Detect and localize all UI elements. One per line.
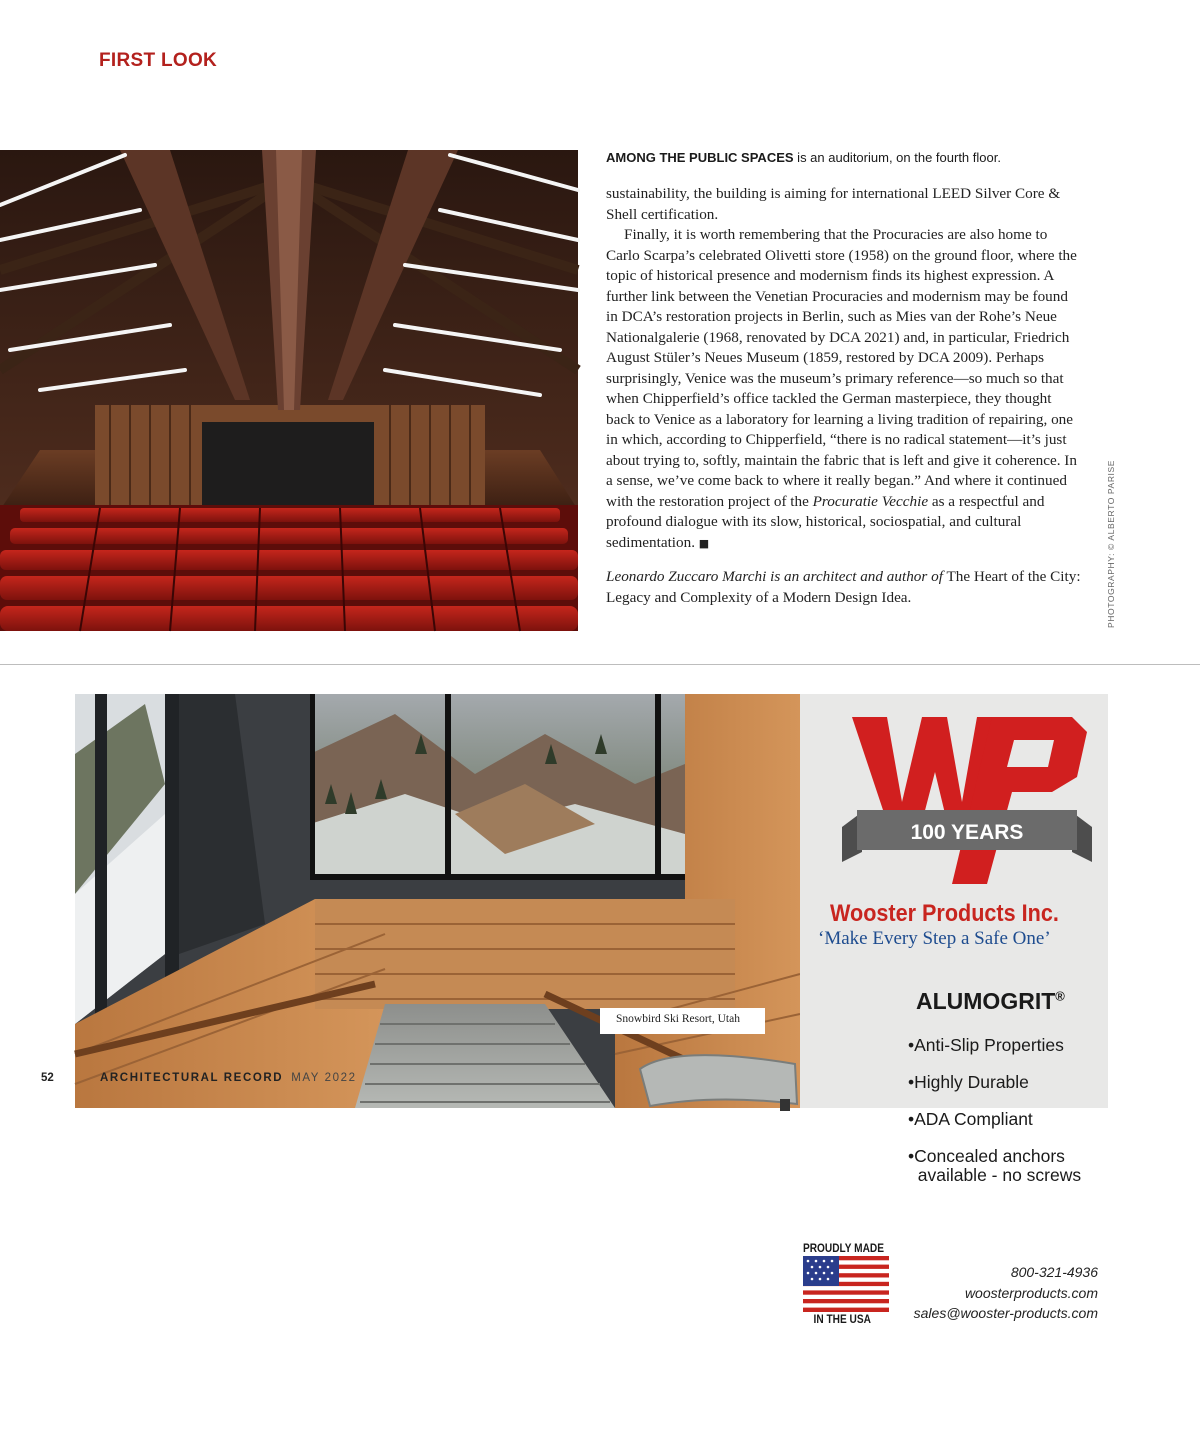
staircase-photo bbox=[75, 694, 800, 1108]
author-book-title: The Heart of the City: Legacy and Complexity of a Modern Design Idea. bbox=[606, 568, 1081, 606]
caption-text: is an auditorium, on the fourth floor. bbox=[793, 150, 1001, 165]
registered-mark: ® bbox=[1055, 988, 1065, 1004]
tagline: ‘Make Every Step a Safe One’ bbox=[818, 928, 1051, 949]
caption-lead: AMONG THE PUBLIC SPACES bbox=[606, 150, 794, 165]
contact-block bbox=[880, 1262, 1098, 1324]
paragraph-1: sustainability, the building is aiming for international LEED Silver Core & Shell certification. bbox=[606, 185, 1061, 223]
page-number: 52 bbox=[41, 1072, 54, 1084]
building-name: Procuratie Vecchie bbox=[812, 492, 929, 510]
product-name-text: ALUMOGRIT bbox=[916, 988, 1056, 1014]
divider bbox=[0, 664, 1200, 665]
email-link[interactable]: sales@wooster-products.com bbox=[913, 1305, 1098, 1321]
photo-credit: PHOTOGRAPHY: © ALBERTO PARISE bbox=[1106, 459, 1116, 628]
author-bio-text: Leonardo Zuccaro Marchi is an architect and author of bbox=[606, 568, 943, 585]
section-label: FIRST LOOK bbox=[99, 50, 218, 71]
product-name bbox=[916, 988, 1065, 1015]
photo-location: Snowbird Ski Resort, Utah bbox=[600, 1008, 765, 1034]
website-link[interactable]: woosterproducts.com bbox=[964, 1284, 1098, 1301]
article-body bbox=[606, 184, 1082, 554]
advertisement bbox=[75, 694, 1108, 1185]
article-column bbox=[606, 150, 1082, 608]
auditorium-photo bbox=[0, 150, 578, 631]
photo-caption bbox=[606, 150, 1082, 166]
paragraph-2-end: as a respectful and profound dialogue with its slow, historical, sociospatial, and cultural sedimentation. bbox=[606, 492, 1045, 551]
feature-item: •Anti-Slip Properties bbox=[908, 1035, 1064, 1055]
logo-banner-text: 100 YEARS bbox=[910, 821, 1024, 844]
magazine-footer bbox=[100, 1072, 357, 1084]
ad-panel bbox=[800, 694, 1108, 1185]
made-in-usa-badge bbox=[804, 689, 888, 777]
feature-item: •ADA Compliant bbox=[908, 1109, 1033, 1129]
paragraph-2 bbox=[606, 225, 1082, 554]
badge-bottom-text: IN THE USA bbox=[813, 1314, 871, 1326]
feature-item: •Concealed anchors bbox=[908, 1146, 1065, 1166]
badge-top-text: PROUDLY MADE bbox=[803, 1243, 884, 1255]
end-mark: ■ bbox=[698, 536, 710, 550]
feature-item: available - no screws bbox=[908, 1165, 1082, 1185]
company-name: Wooster Products Inc. bbox=[830, 900, 1059, 927]
made-in-usa-badge-block bbox=[803, 1243, 889, 1329]
issue-date: MAY 2022 bbox=[291, 1072, 357, 1084]
phone-number: 800-321-4936 bbox=[1010, 1264, 1098, 1280]
paragraph-2-text: Finally, it is worth remembering that the Procuracies are also home to Carlo Scarpa’s celebrated Olivetti store (1958) on the ground floor, where the topic of historical presence and modernism finds its highest expression. A further link between the Venetian Procuracies and modernism may be found in DCA’s restoration projects in Berlin, such as Mies van der Rohe’s Neue Nationalgalerie (1968, renovated by DCA 2021) and, in particular, Friedrich August Stüler’s Neues Museum (1859, restored by DCA 2009). Perhaps surprisingly, Venice was the museum’s primary reference—so much so that when Chipperfield’s office tackled the German masterpiece, they thought back to Venice as a laboratory for learning a living tradition of repairing, one in which, according to Chipperfield, “there is no radical statement—it’s just about trying to, softly, maintain the fabric that is left and give it coherence. In a sense, we’ve come back to where it really began.” And where it continued with the restoration project of the bbox=[606, 226, 1077, 510]
feature-list bbox=[908, 1036, 1081, 1203]
author-bio bbox=[606, 567, 1082, 608]
magazine-name: ARCHITECTURAL RECORD bbox=[100, 1072, 284, 1084]
feature-item: •Highly Durable bbox=[908, 1072, 1029, 1092]
us-flag-icon bbox=[803, 1256, 889, 1312]
